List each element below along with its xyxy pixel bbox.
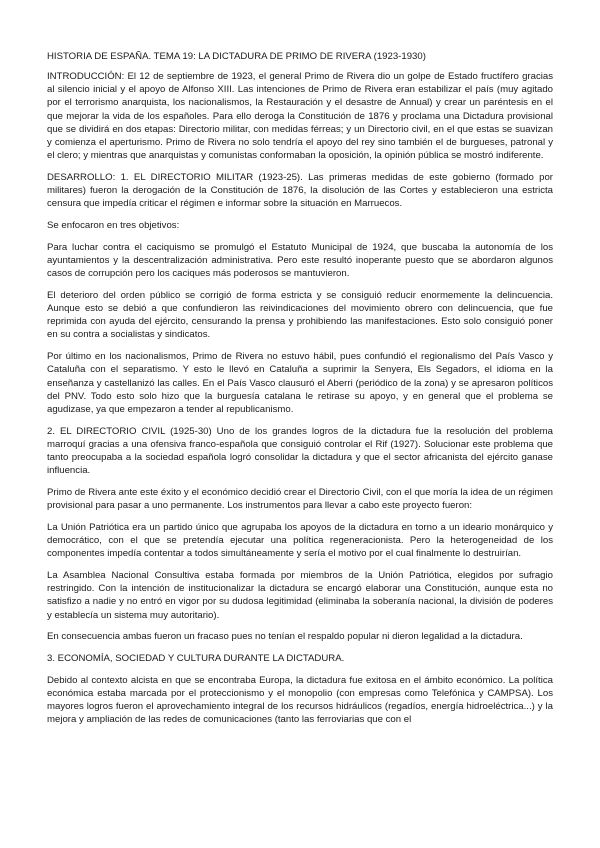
paragraph-consecuencia: En consecuencia ambas fueron un fracaso pues no tenían el respaldo popular ni dieron legalidad a la dictadura. (47, 631, 523, 643)
paragraph-caciquismo: Para luchar contra el caciquismo se promulgó el Estatuto Municipal de 1924, que buscaba la autonomía de los ayuntamientos y la descentralización administrativa. Pero este resultó inoperante puesto que se abordaron algunos casos de corrupción pero los caciques más poderosos se mantuvieron. (47, 241, 553, 280)
paragraph-introduccion: INTRODUCCIÓN: El 12 de septiembre de 1923, el general Primo de Rivera dio un golpe de Estado fructífero gracias al silencio inicial y el apoyo de Alfonso XIII. Las intenciones de Primo de Rivera eran estabilizar el país (muy agitado por el terrorismo anarquista, los nacionalismos, la Restauración y el desastre de Annual) y crear un paréntesis en el que mejorar la vida de los españoles. Para ello deroga la Constitución de 1876 y proclama una Dictadura provisional que se dividirá en dos etapas: Directorio militar, con medidas férreas; y un Directorio civil, en el que estas se suavizan y comienza el aperturismo. Primo de Rivera no solo tendría el apoyo del rey sino también el de burgueses, patronal y el clero; y mientras que anarquistas y comunistas conformaban la oposición, la opinión pública se mostró indiferente. (47, 71, 553, 162)
paragraph-union-patriotica: La Unión Patriótica era un partido único que agrupaba los apoyos de la dictadura en torno a un ideario monárquico y democrático, con el que se pretendía ejecutar una política regeneracionista. Pero la heterogeneidad de los componentes impedía contentar a todos simultáneamente y sería el motivo por el cual finalmente lo destruirían. (47, 521, 553, 560)
paragraph-directorio-militar: DESARROLLO: 1. EL DIRECTORIO MILITAR (1923-25). Las primeras medidas de este gobierno (formado por militares) fueron la derogación de la Constitución de 1876, la disolución de las Cortes y establecieron una estricta censura que impedía criticar el régimen e informar sobre la situación en Marruecos. (47, 171, 553, 210)
document-title: HISTORIA DE ESPAÑA. TEMA 19: LA DICTADURA DE PRIMO DE RIVERA (1923-1930) (47, 51, 426, 62)
paragraph-orden-publico: El deterioro del orden público se corrigió de forma estricta y se consiguió reducir enormemente la delincuencia. Aunque esto se debió a que confundieron las reivindicaciones del movimiento obrero con delincuencia, que fue reprimida con ayuda del ejército, censurando la prensa y prohibiendo las manifestaciones. Esto solo consiguió poner en su contra a socialistas y sindicatos. (47, 289, 553, 341)
paragraph-nacionalismos: Por último en los nacionalismos, Primo de Rivera no estuvo hábil, pues confundió el regionalismo del País Vasco y Cataluña con el separatismo. Y esto le llevó en Cataluña a suprimir la Senyera, Els Segadors, el idioma en la enseñanza y castellanizó las calles. En el País Vasco clausuró el Aberri (periódico de la zona) y se apresaron políticos del PNV. Todo esto solo hizo que la burguesía catalana le retirase su apoyo, y en general que el problema se agudizase, ya que empezaron a tender al republicanismo. (47, 351, 553, 415)
paragraph-objetivos: Se enfocaron en tres objetivos: (47, 220, 180, 232)
paragraph-economia: Debido al contexto alcista en que se encontraba Europa, la dictadura fue exitosa en el ámbito económico. La política económica estaba marcada por el proteccionismo y el monopolio (con empresas como Telefónica y CAMPSA). Los mayores logros fueron el aprovechamiento integral de los recursos hidráulicos (regadíos, energía hidroeléctrica...) y la mejora y ampliación de las redes de comunicaciones (tanto las ferroviarias que con el (47, 674, 553, 726)
paragraph-regimen-permanente: Primo de Rivera ante este éxito y el económico decidió crear el Directorio Civil, con el que moría la idea de un régimen provisional para pasar a uno permanente. Los instrumentos para llevar a cabo este proyecto fueron: (47, 486, 553, 512)
paragraph-asamblea-nacional: La Asamblea Nacional Consultiva estaba formada por miembros de la Unión Patriótica, elegidos por sufragio restringido. Con la intención de institucionalizar la dictadura se encargó elaborar una Constitución, aunque esta no satisfizo a nadie y no entró en vigor por su dudosa legitimidad (eliminaba la soberanía nacional, la división de poderes y establecía un sistema muy autoritario). (47, 570, 553, 621)
paragraph-directorio-civil: 2. EL DIRECTORIO CIVIL (1925-30) Uno de los grandes logros de la dictadura fue la resolución del problema marroquí gracias a una ofensiva franco-española que consiguió controlar el Rif (1927). Solucionar este problema que tanto preocupaba a la sociedad española logró consolidar la dictadura y que el sector africanista del ejército ganase influencia. (47, 425, 553, 477)
section-heading-economia: 3. ECONOMÍA, SOCIEDAD Y CULTURA DURANTE LA DICTADURA. (47, 653, 345, 665)
